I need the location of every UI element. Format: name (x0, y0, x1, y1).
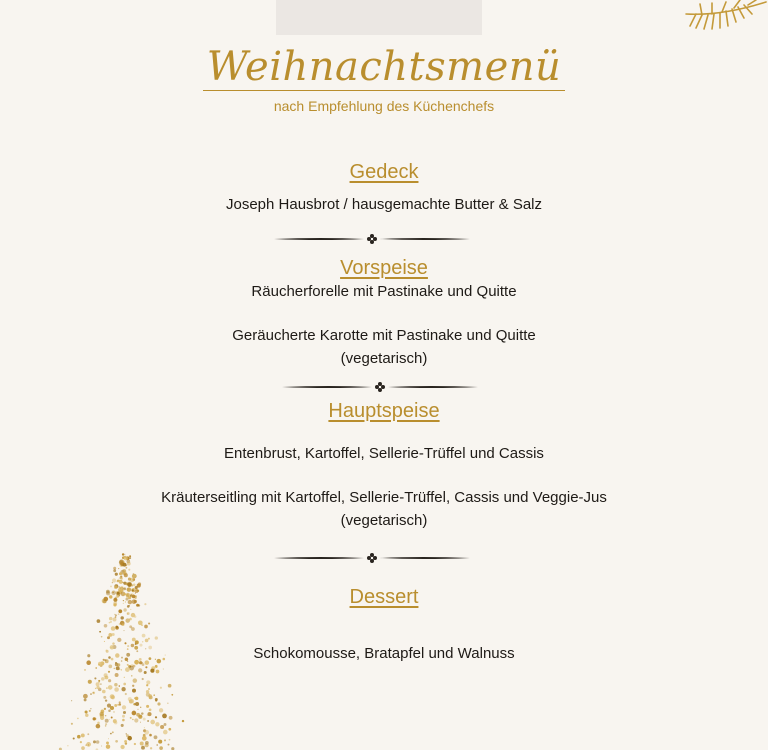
glitter-dot (121, 724, 124, 727)
menu-title: Weihnachtsmenü (0, 44, 768, 90)
glitter-dot (134, 743, 136, 745)
glitter-dot (119, 703, 121, 705)
heading-hauptspeise: Hauptspeise (328, 400, 440, 422)
glitter-dot (141, 712, 143, 714)
glitter-dot (164, 723, 167, 726)
glitter-dot (128, 578, 131, 581)
glitter-dot (169, 716, 173, 720)
glitter-dot (111, 695, 115, 699)
glitter-dot (122, 553, 124, 555)
glitter-dot (127, 562, 131, 566)
glitter-dot (148, 638, 150, 640)
glitter-dot (145, 639, 149, 643)
glitter-dot (105, 725, 107, 727)
glitter-dot (108, 685, 113, 690)
glitter-dot (127, 612, 130, 615)
glitter-dot (125, 667, 130, 672)
glitter-dot (95, 688, 96, 689)
glitter-dot (132, 574, 137, 579)
glitter-dot (122, 705, 126, 709)
glitter-dot (144, 625, 148, 629)
glitter-dot (114, 683, 117, 686)
glitter-dot (106, 687, 108, 689)
glitter-dot (145, 741, 149, 745)
glitter-dot (120, 616, 123, 619)
vorspeise-item-forelle: Räucherforelle mit Pastinake und Quitte (251, 283, 517, 300)
glitter-dot (142, 678, 144, 680)
glitter-dot (67, 745, 68, 746)
glitter-dot (106, 744, 110, 748)
glitter-dot (99, 712, 103, 716)
glitter-dot (125, 693, 127, 695)
glitter-dot (130, 699, 134, 703)
glitter-dot (96, 686, 99, 689)
glitter-dot (138, 715, 142, 719)
glitter-dot (134, 718, 138, 722)
glitter-dot (155, 716, 157, 718)
glitter-dot (182, 720, 184, 722)
glitter-dot (100, 683, 101, 684)
glitter-dot (104, 708, 106, 710)
glitter-dot (110, 706, 114, 710)
glitter-dot (142, 634, 146, 638)
glitter-dot (93, 740, 96, 743)
heading-dessert: Dessert (349, 586, 419, 608)
glitter-dot (108, 738, 109, 739)
glitter-dot (132, 638, 136, 642)
glitter-dot (119, 685, 121, 687)
glitter-dot (141, 746, 145, 750)
glitter-dot (144, 671, 147, 674)
glitter-dot (145, 666, 147, 668)
glitter-dot (122, 719, 125, 722)
glitter-dot (108, 665, 112, 669)
glitter-dot (89, 710, 91, 712)
glitter-dot (107, 636, 110, 639)
glitter-dot (77, 735, 81, 739)
glitter-dot (167, 703, 168, 704)
glitter-dot (96, 682, 100, 686)
glitter-dot (169, 739, 171, 741)
glitter-dot (112, 578, 116, 582)
glitter-dot (132, 689, 136, 693)
glitter-dot (132, 711, 137, 716)
glitter-dot (99, 631, 101, 633)
glitter-dot (127, 664, 129, 666)
glitter-dot (88, 680, 92, 684)
glitter-dot (130, 717, 132, 719)
glitter-dot (111, 626, 116, 631)
glitter-dot (149, 708, 152, 711)
glitter-dot (85, 713, 88, 716)
glitter-dot (90, 708, 91, 709)
glitter-dot (126, 733, 127, 734)
glitter-dot (129, 560, 130, 561)
glitter-dot (122, 623, 125, 626)
glitter-dot (125, 567, 127, 569)
glitter-dot (159, 746, 163, 750)
glitter-dot (93, 717, 96, 720)
glitter-dot (125, 618, 129, 622)
top-placeholder-block (276, 0, 482, 35)
glitter-dot (124, 677, 125, 678)
glitter-dot (121, 669, 122, 670)
glitter-dot (163, 730, 168, 735)
glitter-dot (110, 621, 112, 623)
glitter-dot (108, 671, 110, 673)
dessert-item-schokomousse: Schokomousse, Bratapfel und Walnuss (253, 645, 515, 662)
glitter-dot (119, 572, 122, 575)
glitter-dot (138, 668, 142, 672)
glitter-dot (100, 716, 104, 720)
glitter-dot (110, 733, 112, 735)
glitter-dot (104, 624, 108, 628)
glitter-dot (118, 568, 119, 569)
glitter-dot (123, 630, 124, 631)
glitter-dot (158, 740, 162, 744)
glitter-dot (123, 563, 127, 567)
glitter-dot (115, 740, 118, 743)
glitter-dot (115, 673, 119, 677)
glitter-dot (147, 720, 149, 722)
glitter-dot (97, 722, 100, 725)
glitter-dot (120, 575, 122, 577)
heading-gedeck: Gedeck (349, 161, 419, 183)
vorspeise-vegetarian-note: (vegetarisch) (340, 350, 428, 367)
glitter-dot (101, 677, 105, 681)
menu-subtitle: nach Empfehlung des Küchenchefs (273, 98, 495, 114)
glitter-dot (148, 694, 152, 698)
glitter-dot (109, 617, 113, 621)
glitter-dot (113, 618, 117, 622)
glitter-dot (144, 727, 145, 728)
ornament-divider-icon (272, 552, 472, 564)
glitter-dot (128, 569, 130, 571)
glitter-dot (105, 715, 106, 716)
glitter-dot (135, 702, 139, 706)
glitter-dot (144, 730, 149, 735)
glitter-dot (109, 719, 110, 720)
glitter-dot (154, 735, 158, 739)
glitter-dot (121, 578, 123, 580)
glitter-dot (146, 684, 148, 686)
glitter-dot (148, 622, 150, 624)
glitter-dot (140, 707, 141, 708)
glitter-dot (140, 722, 141, 723)
glitter-dot (134, 615, 137, 618)
glitter-dot (105, 719, 109, 723)
glitter-dot (73, 737, 75, 739)
glitter-dot (150, 720, 155, 725)
glitter-dot (105, 699, 107, 701)
glitter-dot (84, 698, 87, 701)
glitter-dot (150, 669, 154, 673)
glitter-dot (150, 747, 152, 749)
glitter-dot (153, 694, 155, 696)
glitter-dot (160, 725, 164, 729)
glitter-dot (94, 677, 96, 679)
glitter-dot (156, 670, 160, 674)
glitter-dot (108, 709, 111, 712)
glitter-dot (142, 641, 144, 643)
glitter-dot (120, 745, 124, 749)
glitter-dot (147, 712, 151, 716)
glitter-dot (71, 700, 72, 701)
glitter-dot (164, 739, 166, 741)
hauptspeise-item-ente: Entenbrust, Kartoffel, Sellerie-Trüffel und Cassis (224, 445, 544, 462)
glitter-dot (131, 675, 132, 676)
glitter-dot (118, 578, 119, 579)
glitter-dot (98, 680, 100, 682)
glitter-dot (140, 742, 144, 746)
glitter-dot (114, 668, 116, 670)
glitter-dot (112, 731, 114, 733)
glitter-dot (124, 573, 128, 577)
glitter-dot (83, 694, 88, 699)
glitter-dot (155, 722, 159, 726)
glitter-dot (117, 580, 119, 582)
glitter-dot (123, 683, 126, 686)
glitter-dot (71, 723, 73, 725)
glitter-dot (129, 557, 131, 559)
glitter-dot (137, 709, 138, 710)
glitter-dot (118, 613, 120, 615)
glitter-dot (168, 684, 172, 688)
glitter-dot (118, 609, 122, 613)
glitter-dot (132, 719, 133, 720)
glitter-dot (143, 718, 146, 721)
glitter-dot (117, 638, 121, 642)
glitter-dot (124, 554, 125, 555)
glitter-dot (129, 555, 131, 557)
glitter-dot (114, 704, 117, 707)
glitter-dot (135, 697, 139, 701)
glitter-dot (88, 744, 89, 745)
hauptspeise-vegetarian-note: (vegetarisch) (340, 512, 428, 529)
glitter-dot (81, 733, 85, 737)
glitter-dot (155, 665, 158, 668)
glitter-dot (84, 669, 86, 671)
glitter-dot (108, 679, 111, 682)
vorspeise-item-karotte: Geräucherte Karotte mit Pastinake und Quitte (232, 327, 536, 344)
glitter-dot (90, 693, 92, 695)
glitter-dot (96, 740, 100, 744)
glitter-dot (127, 736, 132, 741)
glitter-dot (156, 744, 158, 746)
glitter-dot (105, 723, 107, 725)
glitter-dot (80, 741, 82, 743)
glitter-dot (103, 696, 106, 699)
glitter-dot (123, 711, 126, 714)
glitter-dot (81, 746, 85, 750)
glitter-dot (114, 687, 119, 692)
gold-branch-icon (682, 0, 768, 32)
glitter-dot (155, 636, 158, 639)
glitter-dot (113, 569, 116, 572)
glitter-dot (106, 741, 109, 744)
glitter-dot (141, 624, 143, 626)
glitter-dot (97, 619, 101, 623)
glitter-dot (85, 710, 88, 713)
glitter-dot (162, 714, 167, 719)
glitter-dot (115, 614, 117, 616)
glitter-dot (104, 641, 105, 642)
glitter-dot (112, 582, 113, 583)
glitter-dot (121, 687, 125, 691)
glitter-dot (104, 673, 108, 677)
glitter-dot (112, 633, 115, 636)
glitter-dot (77, 718, 79, 720)
glitter-dot (95, 667, 97, 669)
ornament-divider-icon (280, 381, 480, 393)
glitter-dot (155, 698, 158, 701)
glitter-dot (101, 636, 103, 638)
glitter-dot (93, 692, 95, 694)
glitter-dot (113, 567, 116, 570)
glitter-dot (109, 622, 111, 624)
glitter-dot (146, 690, 149, 693)
glitter-dot (157, 702, 160, 705)
glitter-dot (148, 688, 150, 690)
glitter-dot (124, 740, 127, 743)
glitter-dot (108, 633, 112, 637)
glitter-dot (163, 668, 164, 669)
glitter-dot (102, 690, 106, 694)
glitter-dot (123, 556, 127, 560)
glitter-dot (115, 626, 118, 629)
glitter-dot (119, 580, 123, 584)
glitter-dot (142, 736, 147, 741)
glitter-dot (119, 701, 121, 703)
glitter-dot (111, 717, 113, 719)
glitter-dot (130, 666, 131, 667)
glitter-dot (171, 694, 173, 696)
glitter-dot (86, 742, 91, 747)
glitter-dot (132, 685, 134, 687)
glitter-dot (113, 711, 114, 712)
glitter-dot (147, 715, 148, 716)
glitter-dot (146, 705, 149, 708)
glitter-dot (131, 627, 135, 631)
glitter-dot (119, 669, 120, 670)
hauptspeise-item-seitling: Kräuterseitling mit Kartoffel, Sellerie-Trüffel, Cassis und Veggie-Jus (161, 489, 607, 506)
glitter-dot (146, 680, 150, 684)
glitter-dot (96, 724, 101, 729)
glitter-dot (116, 666, 120, 670)
glitter-dot (149, 734, 152, 737)
glitter-dot (122, 715, 125, 718)
glitter-dot (160, 687, 162, 689)
glitter-dot (115, 573, 118, 576)
heading-vorspeise: Vorspeise (340, 257, 428, 279)
glitter-dot (133, 678, 138, 683)
ornament-divider-icon (272, 233, 472, 245)
glitter-dot (130, 609, 131, 610)
glitter-dot (168, 744, 170, 746)
glitter-dot (159, 708, 163, 712)
glitter-dot (113, 719, 117, 723)
glitter-dot (168, 728, 171, 731)
glitter-dot (87, 733, 89, 735)
gedeck-item-bread: Joseph Hausbrot / hausgemachte Butter & Salz (225, 196, 542, 213)
glitter-dot (101, 745, 102, 746)
